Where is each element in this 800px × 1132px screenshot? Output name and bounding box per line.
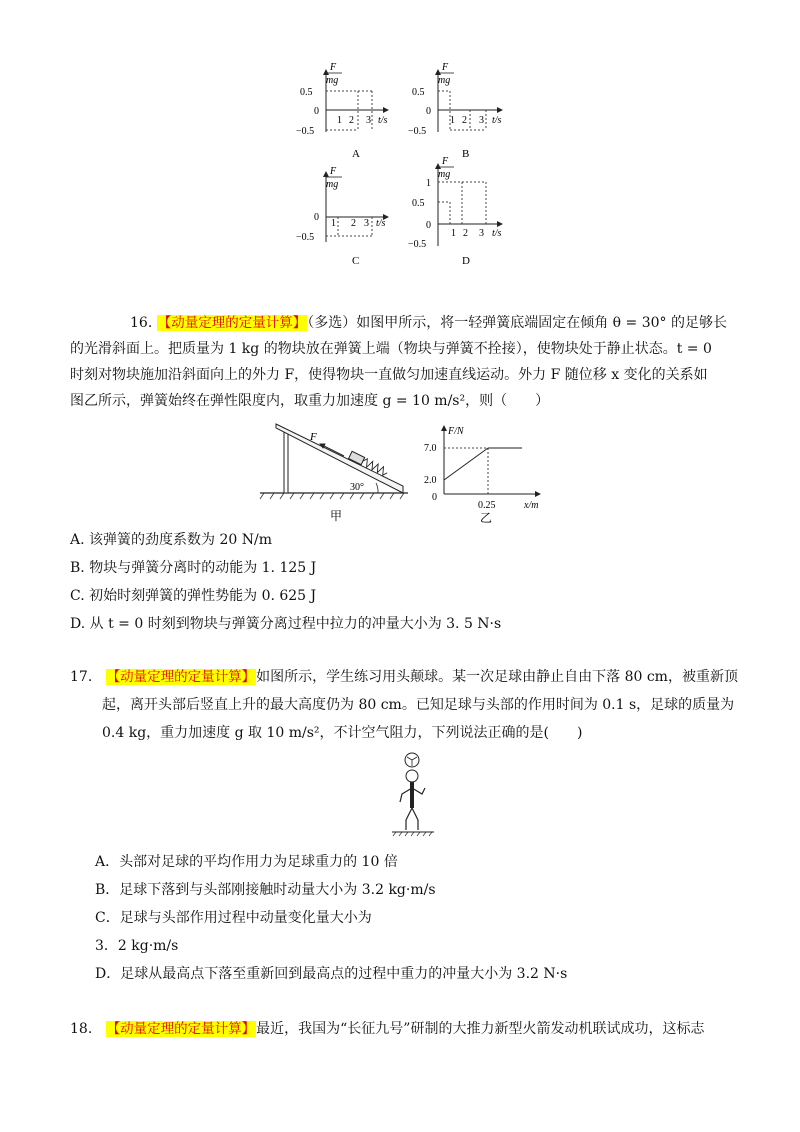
graph-A bbox=[296, 60, 406, 160]
svg-text:0: 0 bbox=[426, 106, 431, 117]
q18-line1 bbox=[70, 1019, 704, 1039]
svg-text:−0.5: −0.5 bbox=[296, 232, 315, 243]
ytick: 0.5 bbox=[300, 87, 313, 98]
svg-text:3: 3 bbox=[479, 115, 484, 126]
svg-text:mg: mg bbox=[438, 75, 451, 86]
svg-text:mg: mg bbox=[438, 169, 451, 180]
angle-label: 30° bbox=[350, 482, 364, 493]
svg-text:2: 2 bbox=[462, 115, 467, 126]
svg-text:2: 2 bbox=[349, 115, 354, 126]
svg-text:0: 0 bbox=[314, 212, 319, 223]
y-axis-label: F/N bbox=[448, 426, 464, 437]
q16-option-d[interactable]: D. 从 t = 0 时刻到物块与弹簧分离过程中拉力的冲量大小为 3. 5 N·s bbox=[70, 616, 502, 632]
q16-figure-force-graph bbox=[420, 422, 545, 526]
q17-tag: 【动量定理的定量计算】 bbox=[106, 669, 256, 685]
svg-text:0: 0 bbox=[426, 220, 431, 231]
svg-text:t/s: t/s bbox=[492, 228, 502, 239]
svg-text:1: 1 bbox=[337, 115, 342, 126]
graph-label: A bbox=[352, 148, 360, 160]
x-axis-label: x/m bbox=[524, 500, 539, 511]
svg-text:1: 1 bbox=[426, 178, 431, 189]
svg-text:1: 1 bbox=[451, 228, 456, 239]
q16-option-a[interactable]: A. 该弹簧的劲度系数为 20 N/m bbox=[70, 532, 272, 548]
force-label: F bbox=[310, 431, 317, 443]
q16-option-b[interactable]: B. 物块与弹簧分离时的动能为 1. 125 J bbox=[70, 560, 317, 576]
graph-D bbox=[406, 154, 516, 268]
svg-text:F: F bbox=[330, 166, 337, 177]
q16-line2: 的光滑斜面上。把质量为 1 kg 的物块放在弹簧上端（物块与弹簧不拴接），使物块处于静止状态。t = 0 bbox=[70, 341, 712, 357]
xtick: 0.25 bbox=[478, 500, 496, 511]
q16-text: （多选）如图甲所示，将一轻弹簧底端固定在倾角 θ = 30° 的足够长 bbox=[307, 315, 727, 331]
graph-label: B bbox=[462, 148, 470, 160]
q16-option-c[interactable]: C. 初始时刻弹簧的弹性势能为 0. 625 J bbox=[70, 588, 317, 604]
svg-text:3: 3 bbox=[364, 218, 369, 229]
q18-text: 最近，我国为“长征九号”研制的大推力新型火箭发动机联试成功，这标志 bbox=[256, 1021, 705, 1037]
q16-line3: 时刻对物块施加沿斜面向上的外力 F，使得物块一直做匀加速直线运动。外力 F 随位移 x 变化的关系如 bbox=[70, 367, 708, 383]
svg-text:0.5: 0.5 bbox=[412, 87, 425, 98]
ylabel-den: mg bbox=[326, 75, 339, 86]
q17-number: 17. bbox=[70, 669, 93, 685]
ytick: −0.5 bbox=[296, 126, 315, 137]
q16-line4: 图乙所示，弹簧始终在弹性限度内，取重力加速度 g = 10 m/s²，则（ ） bbox=[70, 393, 550, 409]
q16-number: 16. bbox=[130, 315, 153, 331]
svg-text:t/s: t/s bbox=[378, 115, 388, 126]
q17-option-c[interactable]: C．足球与头部作用过程中动量变化量大小为 bbox=[95, 910, 372, 926]
q17-option-a[interactable]: A．头部对足球的平均作用力为足球重力的 10 倍 bbox=[95, 854, 398, 870]
ylabel-num: F bbox=[330, 62, 337, 73]
svg-text:2: 2 bbox=[463, 228, 468, 239]
ytick: 7.0 bbox=[424, 443, 437, 454]
svg-text:3: 3 bbox=[366, 115, 371, 126]
graph-label: D bbox=[462, 255, 470, 267]
q16-figure-incline bbox=[258, 420, 413, 526]
caption-yi: 乙 bbox=[480, 511, 493, 525]
svg-text:F: F bbox=[442, 62, 449, 73]
q17-option-b[interactable]: B．足球下落到与头部刚接触时动量大小为 3.2 kg·m/s bbox=[95, 882, 436, 898]
graph-B bbox=[406, 60, 516, 160]
svg-text:0.5: 0.5 bbox=[412, 198, 425, 209]
svg-text:3: 3 bbox=[479, 228, 484, 239]
q17-option-d[interactable]: D．足球从最高点下落至重新回到最高点的过程中重力的冲量大小为 3.2 N·s bbox=[95, 966, 568, 982]
q17-line2: 起，离开头部后竖直上升的最大高度仍为 80 cm。已知足球与头部的作用时间为 0.1 s，足球的质量为 bbox=[102, 697, 735, 713]
q16-line1 bbox=[130, 313, 727, 333]
ytick: 0 bbox=[314, 106, 319, 117]
q17-option-c-cont: 3．2 kg·m/s bbox=[95, 938, 179, 954]
svg-text:−0.5: −0.5 bbox=[408, 126, 427, 137]
q17-text: 如图所示，学生练习用头颠球。某一次足球由静止自由下落 80 cm，被重新顶 bbox=[256, 669, 738, 685]
svg-text:2: 2 bbox=[351, 218, 356, 229]
svg-text:F: F bbox=[442, 156, 449, 167]
q17-line1 bbox=[70, 667, 738, 687]
svg-text:−0.5: −0.5 bbox=[408, 239, 427, 250]
svg-text:t/s: t/s bbox=[492, 115, 502, 126]
graph-label: C bbox=[352, 255, 360, 267]
q17-figure-header bbox=[388, 752, 438, 838]
q18-number: 18. bbox=[70, 1021, 93, 1037]
svg-text:mg: mg bbox=[326, 179, 339, 190]
svg-text:1: 1 bbox=[450, 115, 455, 126]
svg-text:1: 1 bbox=[331, 218, 336, 229]
q18-tag: 【动量定理的定量计算】 bbox=[106, 1021, 256, 1037]
svg-text:t/s: t/s bbox=[376, 218, 386, 229]
caption-jia: 甲 bbox=[330, 509, 343, 523]
graph-C bbox=[296, 162, 406, 268]
q16-tag: 【动量定理的定量计算】 bbox=[157, 315, 307, 331]
ytick: 0 bbox=[432, 492, 437, 503]
q17-line3: 0.4 kg，重力加速度 g 取 10 m/s²，不计空气阻力，下列说法正确的是( ) bbox=[102, 725, 583, 741]
ytick: 2.0 bbox=[424, 475, 437, 486]
